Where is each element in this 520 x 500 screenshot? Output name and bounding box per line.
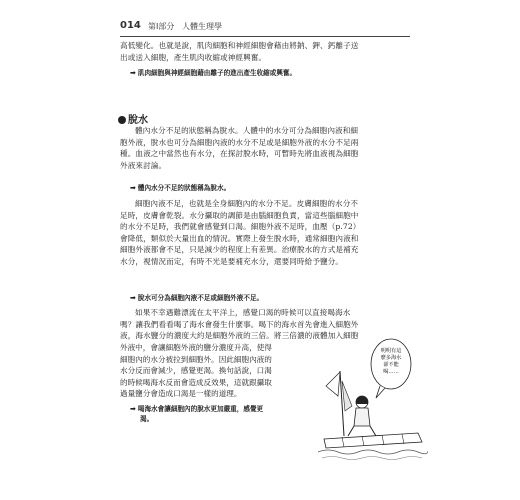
raft (324, 433, 422, 448)
key-point-text: 喝海水會讓細胞內的脫水更加嚴重，感覺更 (137, 405, 264, 413)
key-point (130, 182, 230, 192)
text-line: 水分反而會減少，感覺更渴。換句話說，口渴 (120, 366, 272, 376)
castaway-illustration (318, 336, 428, 464)
key-point-text: 肌肉細胞與神經細胞藉由離子的進出產生收縮或興奮。 (137, 69, 297, 77)
text-line: 細胞內液不足，也就是全身細胞內的水分不足。皮膚細胞的水分不 (135, 199, 359, 208)
key-point-text: 脫水可分為細胞內液不足或細胞外液不足。 (137, 294, 264, 302)
text-line: 胞外液，脫水也可分為細胞內液的水分不足或是細胞外液的水分不足兩 (120, 137, 359, 147)
arrow-icon: ➡ (130, 69, 136, 77)
text-line: 體內水分不足的狀態稱為脫水。人體中的水分可分為細胞內液和細 (135, 126, 359, 135)
chapter-title: 人體生理學 (182, 22, 222, 31)
key-point (130, 67, 296, 77)
text-line: 高低變化。也就是說，肌肉細胞和神經細胞會藉由將鈉、鉀、鈣離子送 (120, 41, 359, 50)
speech-text: 麼多海水 (380, 355, 402, 361)
key-point (130, 292, 263, 302)
header-rule (120, 36, 410, 37)
text-line: 的時候喝海水反而會造成反效果，這就跟攝取 (120, 377, 272, 387)
text-line: 嗎？讓我們看看喝了海水會發生什麼事。喝下的海水首先會進入細胞外 (120, 319, 359, 329)
text-line: 液，海水鹽分的濃度大約是細胞外液的三倍。將三倍濃的液體加入細胞 (120, 331, 359, 341)
arrow-icon: ➡ (130, 294, 136, 302)
text-line: 過量鹽分會造成口渴是一樣的道理。 (120, 389, 242, 399)
text-line: 水分，視情況而定，有時不光是要補充水分，還要同時給予鹽分。 (120, 256, 344, 266)
section-title: 脫水 (128, 115, 148, 126)
bullet-icon (118, 116, 126, 124)
speech-text: 喝…… (383, 369, 399, 375)
intro-paragraph (120, 40, 412, 63)
text-line: 如果不幸遇難漂流在太平洋上，感覺口渴的時候可以直接喝海水 (135, 308, 351, 317)
text-line: 足時，皮膚會乾裂。水分攝取的調節是由腦細胞負責，當這些腦細胞中 (120, 210, 359, 220)
text-line: 外液中，會讓細胞外液的鹽分濃度升高，使得 (120, 343, 272, 352)
text-line: 出或送入細胞，產生肌肉收縮或神經興奮。 (120, 52, 267, 62)
paragraph-3-continued (120, 342, 300, 400)
paragraph-2 (120, 198, 412, 268)
speech-bubble-tail (376, 386, 385, 398)
key-point (130, 404, 263, 424)
person-legs (348, 426, 376, 436)
text-line: 細胞內的水分被拉到細胞外。因此細胞內液的 (120, 354, 272, 364)
key-point-text: 體內水分不足的狀態稱為脫水。 (137, 184, 231, 192)
key-point-text-cont: 渴。 (140, 415, 154, 423)
speech-text: 卻不能 (383, 362, 399, 368)
part-label: 第Ⅰ部分 (148, 22, 175, 31)
flag (326, 372, 340, 396)
sail-cloth (342, 381, 352, 411)
speech-text: 明明有這 (380, 348, 402, 354)
text-line: 的水分不足時，我們就會感覺到口渴。細胞外液不足時，血壓（p.72） (120, 222, 361, 232)
paragraph-1 (120, 125, 412, 171)
person-body (354, 408, 370, 426)
text-line: 種。血液之中當然也有水分，在探討脫水時，可暫時先將血液視為細胞 (120, 149, 359, 159)
text-line: 細胞外液都會不足，只是減少的程度上有差異。治療脫水的方式是補充 (120, 245, 359, 255)
arrow-icon: ➡ (130, 184, 136, 192)
mast (340, 371, 344, 436)
page-number: 014 (120, 20, 141, 31)
text-line: 外液來討論。 (120, 160, 167, 170)
section-heading (118, 111, 148, 126)
water-wave (318, 450, 428, 454)
arrow-icon: ➡ (130, 405, 136, 413)
text-line: 會降低，類似於大量出血的情況。實際上發生脫水時，通常細胞內液和 (120, 233, 359, 243)
water-wave (322, 457, 422, 460)
